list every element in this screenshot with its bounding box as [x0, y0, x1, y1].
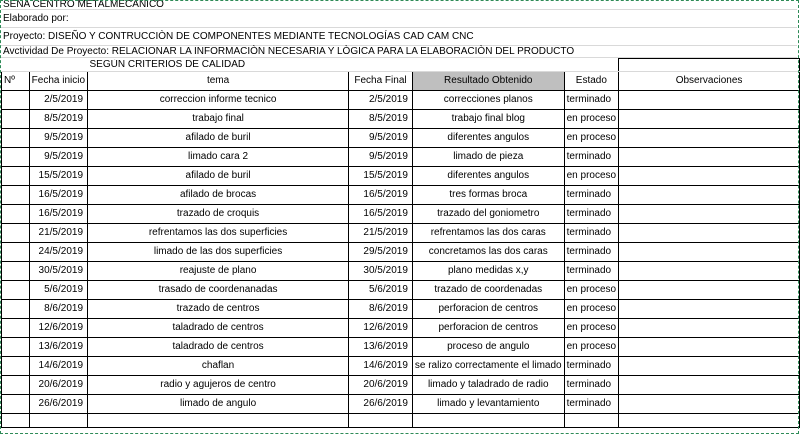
table-cell[interactable]: 13/6/2019	[349, 337, 413, 356]
table-cell[interactable]: trazado de croquis	[88, 204, 349, 223]
table-row	[2, 375, 800, 394]
table-cell[interactable]	[619, 356, 800, 375]
table-cell[interactable]: 2/5/2019	[349, 90, 413, 109]
table-cell[interactable]: 16/5/2019	[29, 204, 87, 223]
table-cell[interactable]: radio y agujeros de centro	[88, 375, 349, 394]
table-cell[interactable]: 9/5/2019	[29, 147, 87, 166]
table-cell[interactable]	[619, 166, 800, 185]
table-row	[2, 356, 800, 375]
table-cell[interactable]: refrentamos las dos superficies	[88, 223, 349, 242]
table-cell[interactable]: terminado	[564, 185, 618, 204]
table-cell[interactable]: trazado de coordenadas	[412, 280, 564, 299]
table-cell[interactable]: 24/5/2019	[29, 242, 87, 261]
table-cell[interactable]: en proceso	[564, 128, 618, 147]
table-row	[2, 185, 800, 204]
table-cell[interactable]: trazado del goniometro	[412, 204, 564, 223]
table-cell[interactable]: en proceso	[564, 299, 618, 318]
table-cell[interactable]: perforacion de centros	[412, 299, 564, 318]
table-cell[interactable]: en proceso	[564, 318, 618, 337]
table-cell[interactable]: 5/6/2019	[29, 280, 87, 299]
table-header-row	[2, 71, 800, 90]
column-header[interactable]: Estado	[564, 71, 618, 90]
table-cell[interactable]	[2, 185, 30, 204]
table-cell[interactable]: trasado de coordenanadas	[88, 280, 349, 299]
table-cell[interactable]	[2, 204, 30, 223]
table-cell[interactable]: plano medidas x,y	[412, 261, 564, 280]
table-cell[interactable]: 15/5/2019	[349, 166, 413, 185]
table-row	[2, 413, 800, 427]
table-cell[interactable]: 9/5/2019	[349, 147, 413, 166]
table-row	[2, 90, 800, 109]
table-cell[interactable]: 16/5/2019	[349, 185, 413, 204]
table-cell[interactable]	[2, 128, 30, 147]
table-cell[interactable]: trabajo final	[88, 109, 349, 128]
table-cell[interactable]: correcciones planos	[412, 90, 564, 109]
table-cell[interactable]	[2, 90, 30, 109]
table-row	[2, 147, 800, 166]
table-cell[interactable]: 14/6/2019	[349, 356, 413, 375]
table-cell[interactable]: 8/5/2019	[349, 109, 413, 128]
cell[interactable]	[564, 59, 618, 72]
table-cell[interactable]	[2, 166, 30, 185]
table-cell[interactable]: 29/5/2019	[349, 242, 413, 261]
table-cell[interactable]	[619, 242, 800, 261]
table-cell[interactable]: en proceso	[564, 337, 618, 356]
table-cell[interactable]: se ralizo correctamente el limado	[412, 356, 564, 375]
table-row	[2, 280, 800, 299]
table-cell[interactable]: chaflan	[88, 356, 349, 375]
cell[interactable]	[349, 59, 413, 72]
table-cell[interactable]	[619, 337, 800, 356]
table-row	[2, 261, 800, 280]
activity-table	[1, 58, 800, 428]
table-cell[interactable]: 26/6/2019	[349, 394, 413, 413]
table-cell[interactable]	[564, 413, 618, 427]
table-cell[interactable]: diferentes angulos	[412, 128, 564, 147]
column-header[interactable]: Fecha Final	[349, 71, 413, 90]
table-cell[interactable]	[2, 299, 30, 318]
table-row	[2, 318, 800, 337]
table-cell[interactable]: 14/6/2019	[29, 356, 87, 375]
table-row	[2, 128, 800, 147]
table-cell[interactable]: terminado	[564, 90, 618, 109]
table-cell[interactable]: limado de pieza	[412, 147, 564, 166]
table-cell[interactable]: correccion informe tecnico	[88, 90, 349, 109]
table-cell[interactable]	[2, 242, 30, 261]
table-cell[interactable]: en proceso	[564, 166, 618, 185]
table-cell[interactable]	[2, 356, 30, 375]
table-cell[interactable]: trazado de centros	[88, 299, 349, 318]
table-row	[2, 166, 800, 185]
table-row	[2, 394, 800, 413]
table-cell[interactable]: 5/6/2019	[349, 280, 413, 299]
table-cell[interactable]: 8/5/2019	[29, 109, 87, 128]
table-cell[interactable]	[619, 394, 800, 413]
table-cell[interactable]	[619, 90, 800, 109]
table-cell[interactable]: afilado de buril	[88, 128, 349, 147]
table-cell[interactable]: terminado	[564, 223, 618, 242]
table-cell[interactable]: afilado de buril	[88, 166, 349, 185]
table-cell[interactable]: terminado	[564, 394, 618, 413]
table-cell[interactable]	[2, 318, 30, 337]
table-cell[interactable]: terminado	[564, 261, 618, 280]
table-cell[interactable]: 16/5/2019	[349, 204, 413, 223]
table-cell[interactable]: terminado	[564, 204, 618, 223]
table-cell[interactable]: 8/6/2019	[349, 299, 413, 318]
table-cell[interactable]: tres formas broca	[412, 185, 564, 204]
table-cell[interactable]	[2, 337, 30, 356]
table-cell[interactable]: taladrado de centros	[88, 337, 349, 356]
table-cell[interactable]: 13/6/2019	[29, 337, 87, 356]
table-cell[interactable]: 12/6/2019	[29, 318, 87, 337]
header-line-2[interactable]: Elaborado por:	[1, 10, 797, 28]
table-cell[interactable]: 9/5/2019	[29, 128, 87, 147]
header-line-4[interactable]: Avctividad De Proyecto: RELACIONAR LA INFORMACIÒN NECESARIA Y LÒGICA PARA LA ELABORACIÒN DEL PRODUCTO	[1, 46, 797, 58]
table-cell[interactable]: 20/6/2019	[349, 375, 413, 394]
table-cell[interactable]	[29, 413, 87, 427]
table-cell[interactable]	[619, 109, 800, 128]
table-cell[interactable]: terminado	[564, 375, 618, 394]
table-cell[interactable]: terminado	[564, 147, 618, 166]
table-cell[interactable]: limado y levantamiento	[412, 394, 564, 413]
table-cell[interactable]	[619, 413, 800, 427]
table-cell[interactable]: limado cara 2	[88, 147, 349, 166]
table-cell[interactable]	[349, 413, 413, 427]
table-cell[interactable]: 26/6/2019	[29, 394, 87, 413]
header-line-3[interactable]: Proyecto: DISEÑO Y CONTRUCCIÒN DE COMPONENTES MEDIANTE TECNOLOGÍAS CAD CAM CNC	[1, 28, 797, 46]
table-cell[interactable]	[619, 147, 800, 166]
table-cell[interactable]: taladrado de centros	[88, 318, 349, 337]
table-row	[2, 299, 800, 318]
table-cell[interactable]: afilado de brocas	[88, 185, 349, 204]
table-cell[interactable]: limado de angulo	[88, 394, 349, 413]
table-cell[interactable]: trabajo final blog	[412, 109, 564, 128]
table-cell[interactable]: terminado	[564, 242, 618, 261]
table-cell[interactable]	[88, 413, 349, 427]
table-cell[interactable]	[619, 280, 800, 299]
table-cell[interactable]	[2, 394, 30, 413]
table-row	[2, 204, 800, 223]
table-cell[interactable]: 20/6/2019	[29, 375, 87, 394]
table-cell[interactable]	[2, 261, 30, 280]
cell[interactable]	[2, 59, 30, 72]
table-cell[interactable]	[619, 223, 800, 242]
table-cell[interactable]: 21/5/2019	[29, 223, 87, 242]
table-cell[interactable]: 9/5/2019	[349, 128, 413, 147]
table-cell[interactable]	[412, 413, 564, 427]
calidad-row	[2, 59, 800, 72]
table-cell[interactable]: 30/5/2019	[349, 261, 413, 280]
calidad-label[interactable]: SEGÙN CRITERIOS DE CALIDAD	[88, 59, 349, 72]
column-header[interactable]: Observaciones	[619, 71, 800, 90]
column-header[interactable]: tema	[88, 71, 349, 90]
table-row	[2, 337, 800, 356]
table-cell[interactable]	[2, 375, 30, 394]
table-cell[interactable]: en proceso	[564, 109, 618, 128]
table-cell[interactable]	[619, 318, 800, 337]
table-cell[interactable]: 2/5/2019	[29, 90, 87, 109]
column-header[interactable]: Fecha inicio	[29, 71, 87, 90]
table-cell[interactable]: 16/5/2019	[29, 185, 87, 204]
table-cell[interactable]	[619, 261, 800, 280]
cell[interactable]	[29, 59, 87, 72]
table-cell[interactable]: limado de las dos superficies	[88, 242, 349, 261]
table-cell[interactable]	[619, 204, 800, 223]
table-cell[interactable]: 30/5/2019	[29, 261, 87, 280]
header-line-1[interactable]: SENA CENTRO METALMECÁNICO	[1, 0, 797, 10]
table-cell[interactable]: terminado	[564, 356, 618, 375]
column-header[interactable]: Nº	[2, 71, 30, 90]
table-cell[interactable]: 12/6/2019	[349, 318, 413, 337]
table-cell[interactable]: limado y taladrado de radio	[412, 375, 564, 394]
table-cell[interactable]: perforacion de centros	[412, 318, 564, 337]
table-cell[interactable]: 21/5/2019	[349, 223, 413, 242]
table-row	[2, 223, 800, 242]
table-cell[interactable]: diferentes angulos	[412, 166, 564, 185]
cell[interactable]	[619, 59, 800, 72]
table-cell[interactable]	[619, 185, 800, 204]
table-cell[interactable]	[2, 413, 30, 427]
table-cell[interactable]	[619, 375, 800, 394]
table-cell[interactable]: 8/6/2019	[29, 299, 87, 318]
table-cell[interactable]	[619, 128, 800, 147]
table-cell[interactable]	[2, 147, 30, 166]
table-cell[interactable]: en proceso	[564, 280, 618, 299]
table-cell[interactable]: concretamos las dos caras	[412, 242, 564, 261]
table-cell[interactable]	[619, 299, 800, 318]
table-cell[interactable]	[2, 109, 30, 128]
table-row	[2, 242, 800, 261]
table-row	[2, 109, 800, 128]
table-cell[interactable]: proceso de angulo	[412, 337, 564, 356]
table-cell[interactable]: 15/5/2019	[29, 166, 87, 185]
table-cell[interactable]	[2, 280, 30, 299]
table-cell[interactable]: reajuste de plano	[88, 261, 349, 280]
cell[interactable]	[412, 59, 564, 72]
table-cell[interactable]	[2, 223, 30, 242]
column-header[interactable]: Resultado Obtenido	[412, 71, 564, 90]
table-cell[interactable]: refrentamos las dos caras	[412, 223, 564, 242]
